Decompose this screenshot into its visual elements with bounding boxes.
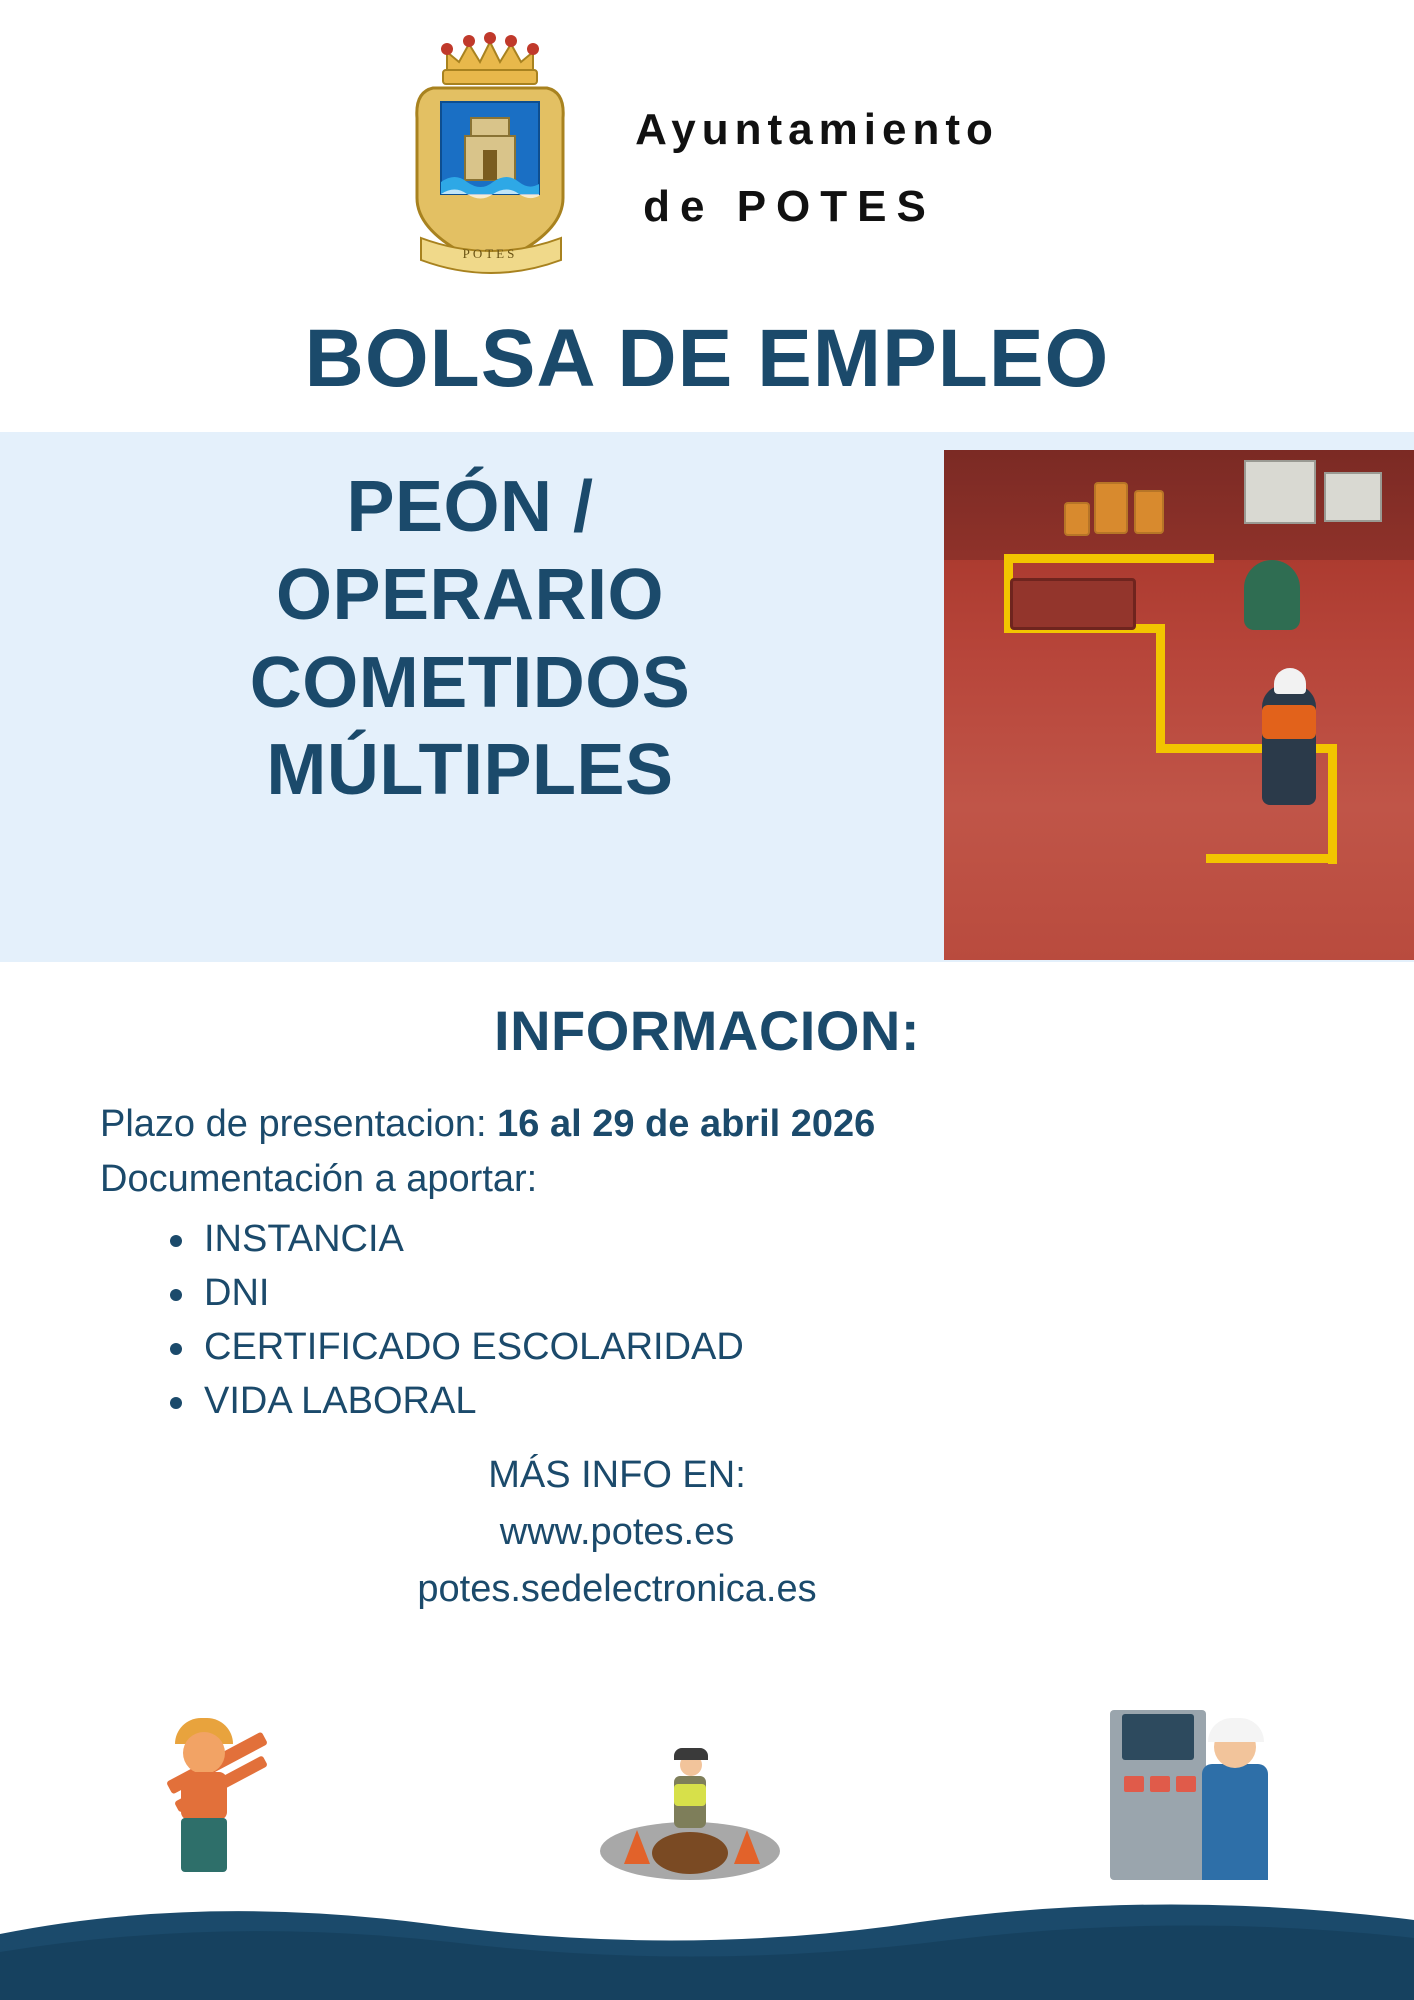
list-item: VIDA LABORAL [162,1375,1414,1429]
svg-text:POTES: POTES [462,246,518,261]
documents-label: Documentación a aportar: [100,1158,538,1201]
deadline-value: 16 al 29 de abril 2026 [497,1103,876,1145]
more-info-label: MÁS INFO EN: [488,1454,746,1496]
position-title [40,464,900,815]
website-link-sede[interactable]: potes.sedelectronica.es [417,1568,817,1610]
position-title-line-2: OPERARIO [275,554,665,635]
website-link-main[interactable]: www.potes.es [499,1511,735,1553]
list-item: CERTIFICADO ESCOLARIDAD [162,1321,1414,1375]
worker-at-roadworks-icon [600,1710,780,1880]
poster-header [0,0,1414,330]
more-info-block [0,1447,1414,1618]
worker-at-control-panel-icon [1110,1700,1290,1880]
information-body [0,1097,1414,1429]
wave-decoration [0,1880,1414,2000]
organization-title [635,22,999,234]
documents-list [100,1213,1414,1429]
position-band [0,432,1414,962]
deadline-row [100,1097,1414,1152]
deadline-label: Plazo de presentacion: [100,1103,487,1145]
organization-line-1: Ayuntamiento [635,105,999,154]
worker-carrying-planks-icon [145,1700,285,1880]
list-item: INSTANCIA [162,1213,1414,1267]
organization-line-2: de POTES [643,182,936,231]
information-heading: INFORMACION: [494,999,920,1062]
page-title: BOLSA DE EMPLEO [304,313,1110,404]
position-title-line-3: COMETIDOS [249,642,691,723]
footer-illustrations [0,1690,1414,1880]
position-title-line-1: PEÓN / [346,467,594,547]
ship-deck-photo [944,450,1414,960]
position-title-line-4: MÚLTIPLES [266,730,674,811]
list-item: DNI [162,1267,1414,1321]
coat-of-arms-icon [385,22,595,312]
